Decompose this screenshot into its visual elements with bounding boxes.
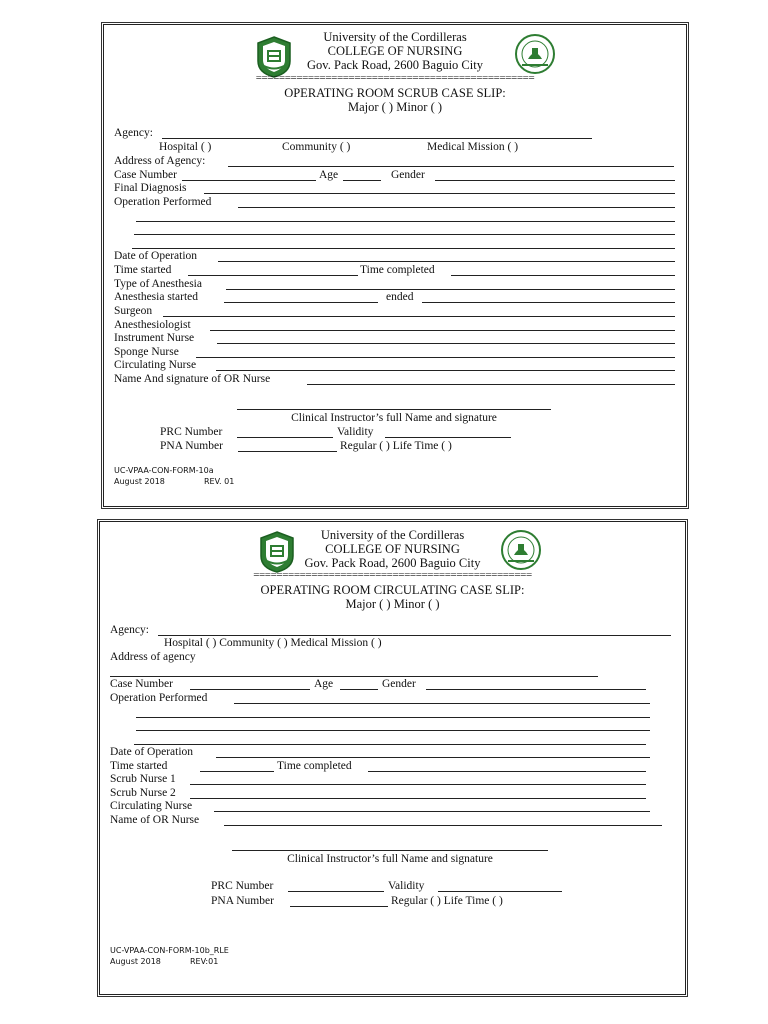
validity-field[interactable] <box>385 437 511 438</box>
time-started-field[interactable] <box>188 275 358 276</box>
operation-performed-label: Operation Performed <box>114 196 212 208</box>
circulating-nurse-field[interactable] <box>214 811 650 812</box>
circulating-nurse-field[interactable] <box>216 370 675 371</box>
time-started-field[interactable] <box>200 771 274 772</box>
ci-signature-line[interactable] <box>237 409 551 410</box>
anesthesia-started-label: Anesthesia started <box>114 291 198 303</box>
operation-line[interactable] <box>136 221 675 222</box>
medical-mission-checkbox[interactable]: Medical Mission ( ) <box>427 141 519 153</box>
address-field[interactable] <box>110 676 598 677</box>
age-label: Age <box>319 169 339 181</box>
prc-number-field[interactable] <box>237 437 333 438</box>
sponge-nurse-label: Sponge Nurse <box>114 346 179 358</box>
college-name: COLLEGE OF NURSING <box>325 542 460 556</box>
gender-field[interactable] <box>435 180 675 181</box>
form-code: UC-VPAA-CON-FORM-10b_RLE <box>110 946 229 955</box>
or-nurse-label: Name of OR Nurse <box>110 814 200 826</box>
agency-options-checkbox[interactable]: Hospital ( ) Community ( ) Medical Mission ( ) <box>164 637 382 649</box>
surgeon-field[interactable] <box>163 316 675 317</box>
university-name: University of the Cordilleras <box>320 528 465 542</box>
ended-field[interactable] <box>422 302 675 303</box>
slip-title: OPERATING ROOM CIRCULATING CASE SLIP: <box>260 583 525 597</box>
college-address: Gov. Pack Road, 2600 Baguio City <box>307 58 483 72</box>
form-revision: REV:01 <box>190 957 219 966</box>
sponge-nurse-field[interactable] <box>196 357 675 358</box>
scrub-case-slip <box>103 24 687 507</box>
case-number-label: Case Number <box>110 678 173 690</box>
time-started-label: Time started <box>114 264 172 276</box>
address-field[interactable] <box>228 166 674 167</box>
major-minor-checkbox[interactable]: Major ( ) Minor ( ) <box>347 100 443 114</box>
instrument-nurse-label: Instrument Nurse <box>114 332 195 344</box>
operation-performed-field[interactable] <box>234 703 650 704</box>
scrub-nurse-2-field[interactable] <box>190 798 646 799</box>
time-started-label: Time started <box>110 760 168 772</box>
form-code: UC-VPAA-CON-FORM-10a <box>114 466 214 475</box>
time-completed-field[interactable] <box>451 275 675 276</box>
validity-label: Validity <box>388 880 425 892</box>
instrument-nurse-field[interactable] <box>217 343 675 344</box>
college-address: Gov. Pack Road, 2600 Baguio City <box>304 556 481 570</box>
address-label: Address of Agency: <box>114 155 206 167</box>
major-minor-checkbox[interactable]: Major ( ) Minor ( ) <box>345 597 440 611</box>
form-date: August 2018 <box>110 957 161 966</box>
age-field[interactable] <box>340 689 378 690</box>
community-checkbox[interactable]: Community ( ) <box>282 141 351 153</box>
university-name: University of the Cordilleras <box>323 30 467 44</box>
anesthesiologist-field[interactable] <box>210 330 675 331</box>
validity-field[interactable] <box>438 891 562 892</box>
prc-number-label: PRC Number <box>211 880 274 892</box>
address-label: Address of agency <box>110 651 196 663</box>
gender-label: Gender <box>382 678 416 690</box>
case-number-label: Case Number <box>114 169 177 181</box>
ci-signature-label: Clinical Instructor’s full Name and signature <box>287 853 493 865</box>
age-label: Age <box>314 678 334 690</box>
operation-line[interactable] <box>134 744 646 745</box>
validity-label: Validity <box>337 426 374 438</box>
date-of-operation-label: Date of Operation <box>114 250 198 262</box>
ci-signature-line[interactable] <box>232 850 548 851</box>
final-diagnosis-label: Final Diagnosis <box>114 182 187 194</box>
pna-number-label: PNA Number <box>211 895 274 907</box>
time-completed-label: Time completed <box>360 264 435 276</box>
date-of-operation-label: Date of Operation <box>110 746 194 758</box>
circulating-case-slip <box>99 521 686 995</box>
anesthesiologist-label: Anesthesiologist <box>114 319 191 331</box>
or-nurse-signature-label: Name And signature of OR Nurse <box>114 373 271 385</box>
or-nurse-signature-field[interactable] <box>307 384 675 385</box>
time-completed-field[interactable] <box>368 771 646 772</box>
agency-label: Agency: <box>114 127 153 139</box>
agency-field[interactable] <box>158 635 671 636</box>
slip-title: OPERATING ROOM SCRUB CASE SLIP: <box>284 86 506 100</box>
gender-field[interactable] <box>426 689 646 690</box>
case-number-field[interactable] <box>190 689 310 690</box>
time-completed-label: Time completed <box>277 760 352 772</box>
separator: ================================================ <box>255 72 535 84</box>
operation-performed-label: Operation Performed <box>110 692 208 704</box>
operation-line[interactable] <box>136 717 650 718</box>
pna-number-field[interactable] <box>290 906 388 907</box>
agency-label: Agency: <box>110 624 149 636</box>
scrub-nurse-2-label: Scrub Nurse 2 <box>110 787 176 799</box>
operation-performed-field[interactable] <box>238 207 675 208</box>
membership-checkbox[interactable]: Regular ( ) Life Time ( ) <box>391 895 503 907</box>
gender-label: Gender <box>391 169 425 181</box>
prc-number-field[interactable] <box>288 891 384 892</box>
circulating-nurse-label: Circulating Nurse <box>114 359 197 371</box>
operation-line[interactable] <box>134 234 675 235</box>
pna-number-label: PNA Number <box>160 440 223 452</box>
anesthesia-started-field[interactable] <box>224 302 378 303</box>
type-of-anesthesia-field[interactable] <box>226 289 675 290</box>
scrub-nurse-1-label: Scrub Nurse 1 <box>110 773 176 785</box>
operation-line[interactable] <box>132 248 675 249</box>
ended-label: ended <box>386 291 414 303</box>
membership-checkbox[interactable]: Regular ( ) Life Time ( ) <box>340 440 452 452</box>
operation-line[interactable] <box>136 730 650 731</box>
type-of-anesthesia-label: Type of Anesthesia <box>114 278 202 290</box>
age-field[interactable] <box>343 180 381 181</box>
hospital-checkbox[interactable]: Hospital ( ) <box>159 141 212 153</box>
surgeon-label: Surgeon <box>114 305 153 317</box>
agency-field[interactable] <box>162 138 592 139</box>
scrub-nurse-1-field[interactable] <box>190 784 646 785</box>
separator: ================================================ <box>253 569 532 581</box>
or-nurse-field[interactable] <box>224 825 662 826</box>
date-of-operation-field[interactable] <box>216 757 650 758</box>
pna-number-field[interactable] <box>238 451 337 452</box>
ci-signature-label: Clinical Instructor’s full Name and signature <box>291 412 497 424</box>
final-diagnosis-field[interactable] <box>204 193 675 194</box>
form-revision: REV. 01 <box>204 477 235 486</box>
form-date: August 2018 <box>114 477 165 486</box>
college-name: COLLEGE OF NURSING <box>327 44 463 58</box>
date-of-operation-field[interactable] <box>218 261 675 262</box>
case-number-field[interactable] <box>182 180 316 181</box>
circulating-nurse-label: Circulating Nurse <box>110 800 193 812</box>
prc-number-label: PRC Number <box>160 426 223 438</box>
